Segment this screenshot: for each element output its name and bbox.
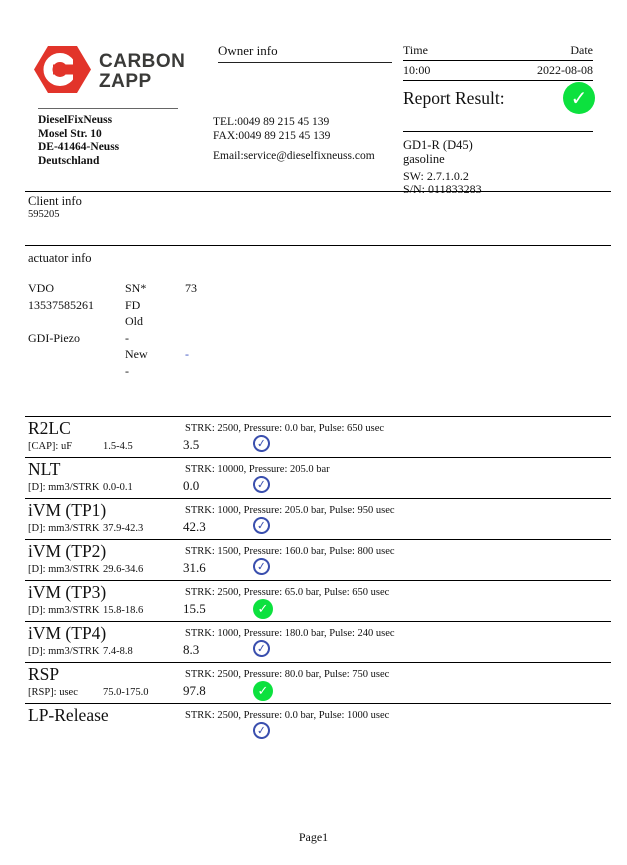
actuator-col-value: 73 xyxy=(185,281,197,295)
pass-check-green-icon xyxy=(253,599,273,619)
address-city: DE-41464-Neuss xyxy=(38,141,120,153)
address-divider xyxy=(38,108,178,109)
address-street: Mosel Str. 10 xyxy=(38,127,102,140)
pass-check-blue-icon xyxy=(252,516,271,535)
test-conditions: STRK: 2500, Pressure: 65.0 bar, Pulse: 650 usec xyxy=(185,587,390,598)
time-label: Time xyxy=(403,43,428,57)
actuator-col-value xyxy=(185,313,348,330)
actuator-col-label: - xyxy=(125,363,129,378)
test-range: 15.8-18.6 xyxy=(103,605,144,616)
actuator-row xyxy=(28,330,348,347)
test-conditions: STRK: 2500, Pressure: 80.0 bar, Pulse: 750 usec xyxy=(185,669,390,680)
actuator-row xyxy=(28,313,348,330)
date-value: 2022-08-08 xyxy=(537,63,593,77)
test-range: 1.5-4.5 xyxy=(103,441,133,452)
test-name: iVM (TP4) xyxy=(28,623,107,643)
owner-address-block xyxy=(38,108,188,168)
brand-name-line2: ZAPP xyxy=(99,71,152,92)
test-unit: [D]: mm3/STRK xyxy=(28,523,100,534)
pass-check-blue-icon xyxy=(252,639,271,658)
test-value: 8.3 xyxy=(183,642,200,657)
brand-name xyxy=(99,52,185,92)
test-name: LP-Release xyxy=(28,705,109,725)
test-value: 15.5 xyxy=(183,601,206,616)
test-value: 3.5 xyxy=(183,437,200,452)
actuator-col-label: FD xyxy=(125,297,141,312)
test-row xyxy=(25,580,611,621)
test-row xyxy=(25,498,611,539)
contact-email: Email:service@dieselfixneuss.com xyxy=(213,150,375,162)
report-result-block xyxy=(403,82,595,114)
test-name: R2LC xyxy=(28,418,71,438)
actuator-col-label: Old xyxy=(125,314,143,328)
actuator-col-left: VDO xyxy=(28,281,54,295)
test-name: RSP xyxy=(28,664,60,684)
report-result-label: Report Result: xyxy=(403,87,505,108)
actuator-row xyxy=(28,280,348,297)
test-name: iVM (TP3) xyxy=(28,582,107,602)
actuator-col-label: - xyxy=(125,330,129,345)
actuator-col-value xyxy=(185,363,348,380)
test-name: iVM (TP2) xyxy=(28,541,107,561)
test-conditions: STRK: 10000, Pressure: 205.0 bar xyxy=(185,464,330,475)
test-value: 31.6 xyxy=(183,560,206,575)
test-value: 0.0 xyxy=(183,478,200,493)
actuator-info-heading: actuator info xyxy=(28,251,92,265)
actuator-info-table xyxy=(28,280,348,379)
test-range: 0.0-0.1 xyxy=(103,482,133,493)
brand-name-line1: CARBON xyxy=(99,51,186,72)
time-date-header-row xyxy=(403,43,593,61)
client-id: 595205 xyxy=(28,209,60,220)
test-row xyxy=(25,703,611,753)
actuator-col-value xyxy=(185,330,348,347)
test-row xyxy=(25,457,611,498)
test-range: 7.4-8.8 xyxy=(103,646,133,657)
brand-logo xyxy=(34,46,185,98)
address-company: DieselFixNeuss xyxy=(38,114,113,126)
machine-info-block xyxy=(403,131,593,196)
test-row xyxy=(25,621,611,662)
date-label: Date xyxy=(570,43,593,57)
test-conditions: STRK: 1000, Pressure: 180.0 bar, Pulse: 240 usec xyxy=(185,628,395,639)
test-row xyxy=(25,539,611,580)
test-conditions: STRK: 2500, Pressure: 0.0 bar, Pulse: 1000 usec xyxy=(185,710,390,721)
actuator-row xyxy=(28,297,348,314)
section-divider xyxy=(25,245,611,246)
owner-contact-block xyxy=(213,116,375,164)
actuator-col-left xyxy=(28,313,125,330)
actuator-col-left xyxy=(28,346,125,363)
contact-tel: TEL:0049 89 215 45 139 xyxy=(213,116,330,128)
test-unit: [D]: mm3/STRK xyxy=(28,564,100,575)
time-date-value-row xyxy=(403,63,593,81)
pass-check-blue-icon xyxy=(252,557,271,576)
test-unit: [RSP]: usec xyxy=(28,687,78,698)
test-range: 75.0-175.0 xyxy=(103,687,149,698)
test-unit: [D]: mm3/STRK xyxy=(28,605,100,616)
time-date-block xyxy=(403,43,593,83)
machine-software-version: SW: 2.7.1.0.2 xyxy=(403,169,469,183)
pass-check-blue-icon xyxy=(252,721,271,740)
machine-model: GD1-R (D45) xyxy=(403,138,473,152)
actuator-col-left: 13537585261 xyxy=(28,297,94,312)
carbon-zapp-logo-icon xyxy=(34,46,91,98)
owner-info-heading: Owner info xyxy=(218,43,392,63)
contact-fax: FAX:0049 89 215 45 139 xyxy=(213,129,331,142)
actuator-col-left xyxy=(28,363,125,380)
test-conditions: STRK: 1500, Pressure: 160.0 bar, Pulse: 800 usec xyxy=(185,546,395,557)
client-info-heading: Client info xyxy=(28,194,82,208)
test-value: 97.8 xyxy=(183,683,206,698)
pass-check-green-icon xyxy=(253,681,273,701)
section-divider xyxy=(25,191,611,192)
test-row xyxy=(25,416,611,457)
test-name: NLT xyxy=(28,459,61,479)
machine-serial-number: S/N: 011833283 xyxy=(403,182,482,196)
test-row xyxy=(25,662,611,703)
test-unit: [D]: mm3/STRK xyxy=(28,646,100,657)
actuator-col-label: SN* xyxy=(125,281,147,295)
test-unit: [D]: mm3/STRK xyxy=(28,482,100,493)
page-number: Page1 xyxy=(298,830,329,844)
time-value: 10:00 xyxy=(403,63,431,77)
test-name: iVM (TP1) xyxy=(28,500,107,520)
address-country: Deutschland xyxy=(38,154,100,167)
test-unit: [CAP]: uF xyxy=(28,441,73,452)
test-results-table xyxy=(25,416,611,753)
test-conditions: STRK: 2500, Pressure: 0.0 bar, Pulse: 650 usec xyxy=(185,423,385,434)
actuator-col-label: New xyxy=(125,347,148,361)
test-range: 29.6-34.6 xyxy=(103,564,144,575)
actuator-row xyxy=(28,363,348,380)
pass-check-blue-icon xyxy=(252,475,271,494)
machine-fuel: gasoline xyxy=(403,152,445,166)
test-conditions: STRK: 1000, Pressure: 205.0 bar, Pulse: 950 usec xyxy=(185,505,395,516)
pass-check-blue-icon xyxy=(252,434,271,453)
test-value: 42.3 xyxy=(183,519,206,534)
test-range: 37.9-42.3 xyxy=(103,523,144,534)
report-result-pass-icon xyxy=(563,82,595,114)
actuator-row xyxy=(28,346,348,363)
actuator-col-value: - xyxy=(185,347,189,361)
actuator-col-left: GDI-Piezo xyxy=(28,330,80,345)
actuator-col-value xyxy=(185,297,348,314)
